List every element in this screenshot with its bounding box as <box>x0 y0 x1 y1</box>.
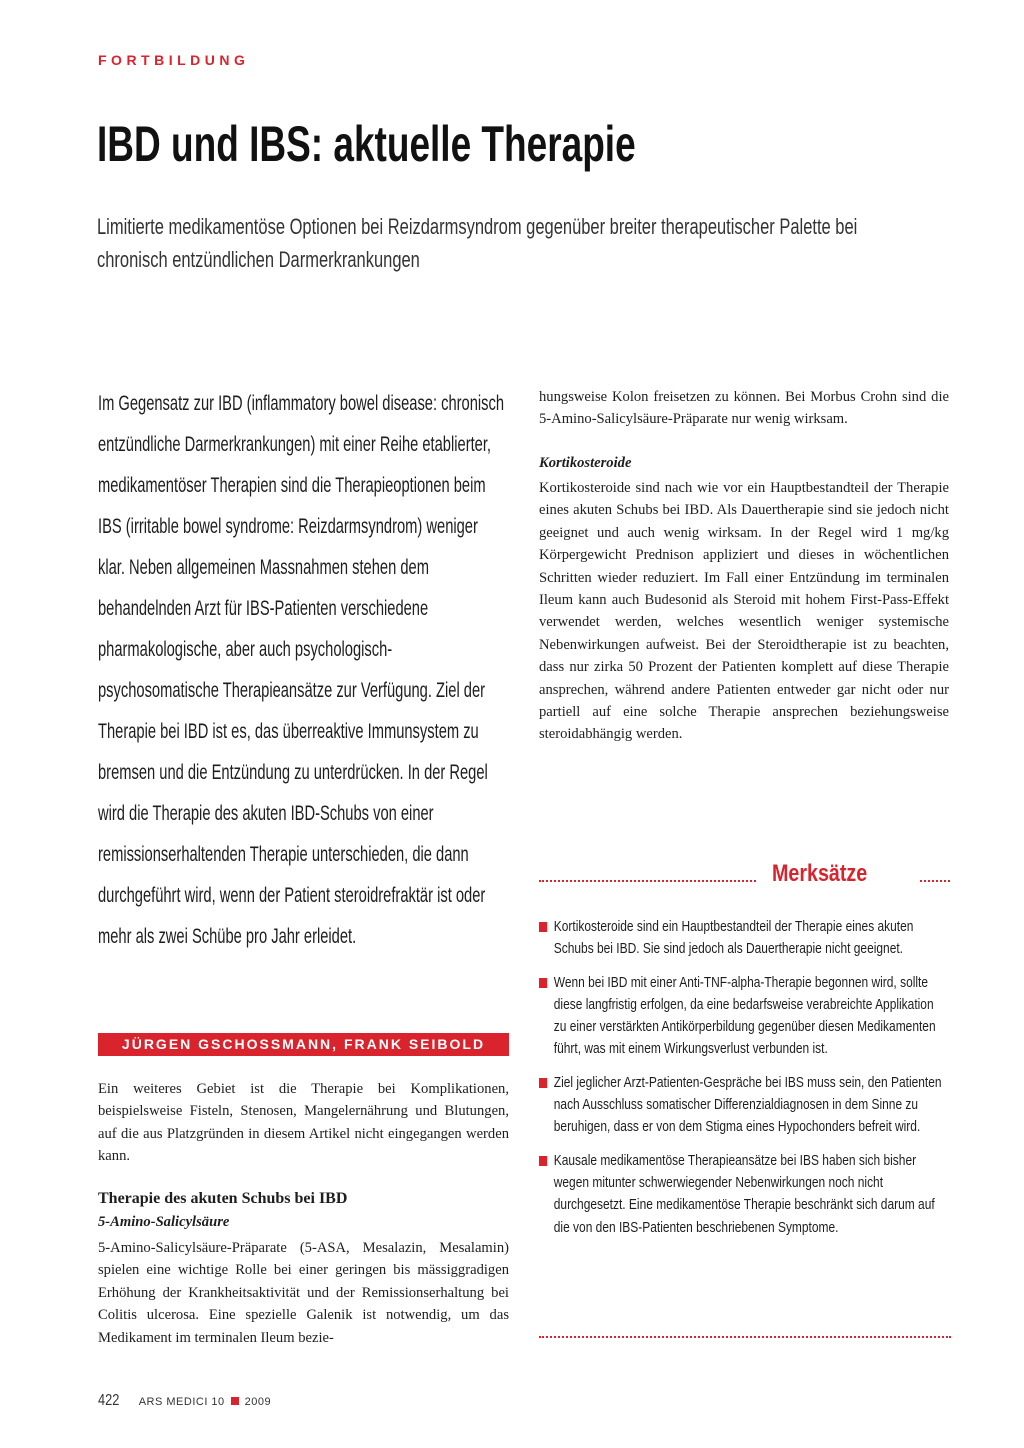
merksaetze-list <box>539 916 949 1250</box>
square-bullet-icon <box>539 1078 547 1088</box>
merksaetze-item <box>539 1072 949 1139</box>
merksaetze-item <box>539 916 949 961</box>
merksaetze-title: Merksätze <box>772 860 868 887</box>
square-bullet-icon <box>539 978 547 988</box>
page-footer <box>98 1392 271 1410</box>
lead-paragraph: Im Gegensatz zur IBD (inflammatory bowel disease: chronisch entzündliche Darmerkrankungen) mit einer Reihe etablierter, medikamentöser Therapien sind die Therapieoptionen beim IBS (irritable bowel syndrome: Reizdarmsyndrom) weniger klar. Neben allgemeinen Massnahmen stehen dem behandelnden Arzt für IBS-Patienten verschiedene pharmakologische, aber auch psychologisch-psychosomatische Therapieansätze zur Verfügung. Ziel der Therapie bei IBD ist es, das überreaktive Immunsystem zu bremsen und die Entzündung zu unterdrücken. In der Regel wird die Therapie des akuten IBD-Schubs von einer remissionserhaltenden Therapie unterschieden, die dann durchgeführt wird, wenn der Patient steroidrefraktär ist oder mehr als zwei Schübe pro Jahr erleidet. <box>98 392 505 948</box>
article-subtitle: Limitierte medikamentöse Optionen bei Reizdarmsyndrom gegenüber breiter therapeutischer Palette bei chronisch entzündlichen Darmerkrankungen <box>97 214 858 272</box>
page-number: 422 <box>98 1392 120 1409</box>
subheading-5-asa: 5-Amino-Salicylsäure <box>98 1214 230 1230</box>
body-paragraph-corticosteroids: Kortikosteroide sind nach wie vor ein Hauptbestandteil der Therapie eines akuten Schubs bei IBD. Als Dauertherapie sind sie jedoch nicht geeignet und auch wenig wirksam. In der Regel wird 1 mg/kg Körpergewicht Prednison appliziert und dieses in wöchentlichen Schritten wieder reduziert. Im Fall einer Entzündung im terminalen Ileum kann auch Budesonid als Steroid mit hohem First-Pass-Effekt verwendet werden, welches wesentlich weniger systemische Nebenwirkungen aufweist. Bei der Steroidtherapie ist zu beachten, dass nur zirka 50 Prozent der Patienten komplett auf diese Therapie ansprechen, während andere Patienten entweder gar nicht oder nur partiell auf eine solche Therapie ansprechen beziehungsweise steroidabhängig werden. <box>539 480 949 743</box>
merksaetze-item <box>539 1150 949 1239</box>
merksaetze-item-text: Wenn bei IBD mit einer Anti-TNF-alpha-Therapie begonnen wird, sollte diese langfristig erfolgen, da eine bedarfsweise verabreichte Applikation zu einer verstärkten Antikörperbildung gegenüber diesen Medikamenten führt, was mit einem Wirkungsverlust verbunden ist. <box>553 974 936 1058</box>
authors-banner: JÜRGEN GSCHOSSMANN, FRANK SEIBOLD <box>98 1033 509 1056</box>
merksaetze-divider-right <box>920 880 950 882</box>
section-heading-acute-therapy: Therapie des akuten Schubs bei IBD <box>98 1190 348 1207</box>
square-separator-icon <box>231 1397 239 1405</box>
article-title: IBD und IBS: aktuelle Therapie <box>97 116 636 172</box>
body-paragraph-5-asa: 5-Amino-Salicylsäure-Präparate (5-ASA, Mesalazin, Mesalamin) spielen eine wichtige Rolle bei einer geringen bis mässiggradigen Erhöhung der Krankheitsaktivität und der Remissionserhaltung bei Colitis ulcerosa. Eine spezielle Galenik ist notwendig, um das Medikament im terminalen Ileum bezie- <box>98 1240 509 1346</box>
body-paragraph-complications: Ein weiteres Gebiet ist die Therapie bei Komplikationen, beispielsweise Fisteln, Stenosen, Mangelernährung und Blutungen, auf die aus Platzgründen in diesem Artikel nicht eingegangen werden kann. <box>98 1081 509 1165</box>
journal-name: ARS MEDICI 10 <box>138 1396 225 1408</box>
body-paragraph-5-asa-continued: hungsweise Kolon freisetzen zu können. Bei Morbus Crohn sind die 5-Amino-Salicylsäure-Präparate nur wenig wirksam. <box>539 389 949 428</box>
subheading-corticosteroids: Kortikosteroide <box>539 455 632 471</box>
merksaetze-item-text: Kausale medikamentöse Therapieansätze bei IBS haben sich bisher wegen mitunter schwerwiegender Nebenwirkungen noch nicht durchgesetzt. Eine medikamentöse Therapie beschränkt sich darum auf die von den IBS-Patienten beschriebenen Symptome. <box>553 1152 935 1236</box>
merksaetze-divider-bottom <box>539 1336 951 1338</box>
merksaetze-divider-left <box>539 880 756 882</box>
merksaetze-item <box>539 972 949 1061</box>
square-bullet-icon <box>539 922 547 932</box>
publication-year: 2009 <box>244 1396 272 1408</box>
square-bullet-icon <box>539 1156 547 1166</box>
merksaetze-item-text: Kortikosteroide sind ein Hauptbestandteil der Therapie eines akuten Schubs bei IBD. Sie sind jedoch als Dauertherapie nicht geeignet. <box>553 919 914 958</box>
merksaetze-item-text: Ziel jeglicher Arzt-Patienten-Gespräche bei IBS muss sein, den Patienten nach Ausschluss somatischer Differenzialdiagnosen in dem Sinne zu beruhigen, dass er von dem Stigma eines Hypochonders befreit wird. <box>553 1074 942 1136</box>
section-label: FORTBILDUNG <box>98 52 250 68</box>
